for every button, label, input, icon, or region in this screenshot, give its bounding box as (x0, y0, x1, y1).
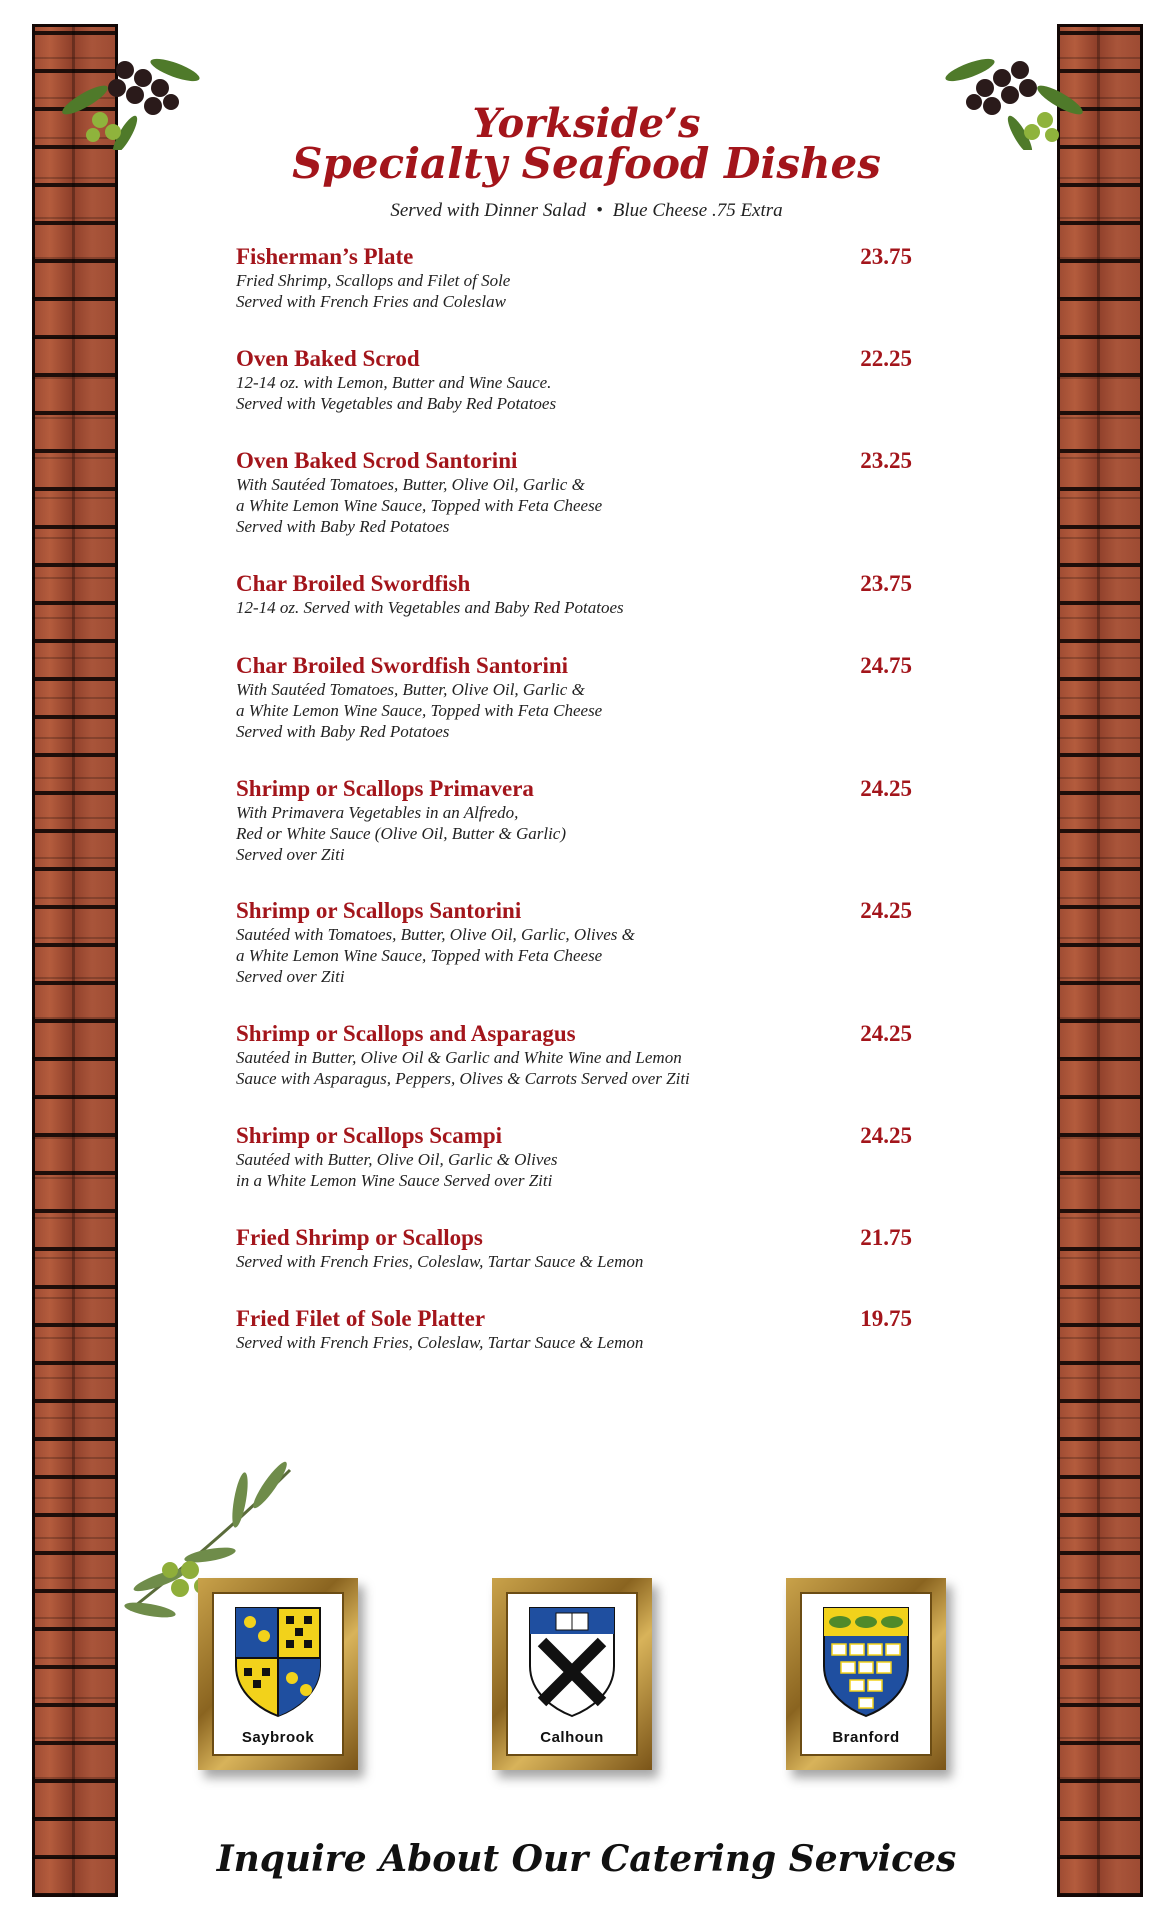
item-price: 23.25 (860, 448, 912, 473)
item-name: Fried Shrimp or Scallops (236, 1225, 483, 1250)
item-description: 12-14 oz. with Lemon, Butter and Wine Sauce. Served with Vegetables and Baby Red Potatoes (236, 373, 557, 413)
item-price: 24.25 (860, 898, 912, 923)
item-description: With Sautéed Tomatoes, Butter, Olive Oil, Garlic & a White Lemon Wine Sauce, Topped with Feta Cheese Served with Baby Red Potatoes (236, 475, 603, 536)
item-description: Served with French Fries, Coleslaw, Tartar Sauce & Lemon (236, 1333, 644, 1352)
brick-wall-right (1057, 24, 1143, 1897)
menu-title (200, 100, 973, 188)
item-name: Oven Baked Scrod Santorini (236, 448, 518, 473)
branford-crest-icon (822, 1606, 910, 1718)
crest-frame-branford (786, 1578, 946, 1770)
item-description: Fried Shrimp, Scallops and Filet of Sole Served with French Fries and Coleslaw (236, 271, 511, 311)
item-description: With Primavera Vegetables in an Alfredo, Red or White Sauce (Olive Oil, Butter & Garlic) Served over Ziti (236, 803, 566, 864)
item-price: 24.25 (860, 1123, 912, 1148)
item-name: Shrimp or Scallops Santorini (236, 898, 522, 923)
item-price: 24.75 (860, 653, 912, 678)
item-description: Sautéed with Butter, Olive Oil, Garlic & Olives in a White Lemon Wine Sauce Served over Ziti (236, 1150, 558, 1190)
menu-item (236, 653, 916, 742)
item-description: 12-14 oz. Served with Vegetables and Baby Red Potatoes (236, 598, 624, 617)
menu-item (236, 346, 916, 414)
item-name: Fisherman’s Plate (236, 244, 414, 269)
crest-label: Branford (832, 1729, 900, 1746)
item-description: Sautéed in Butter, Olive Oil & Garlic and White Wine and Lemon Sauce with Asparagus, Peppers, Olives & Carrots Served over Ziti (236, 1048, 690, 1088)
menu-item (236, 1225, 916, 1272)
item-price: 24.25 (860, 1021, 912, 1046)
item-name: Shrimp or Scallops Primavera (236, 776, 534, 801)
menu-subtitle (200, 200, 973, 222)
olive-branch-icon (55, 40, 215, 150)
title-line-1: Yorkside’s (472, 100, 701, 147)
menu-item (236, 1021, 916, 1089)
item-price: 23.75 (860, 571, 912, 596)
crest-label: Saybrook (241, 1729, 315, 1746)
item-name: Char Broiled Swordfish (236, 571, 471, 596)
subtitle-left: Served with Dinner Salad (390, 200, 587, 221)
title-line-2: Specialty Seafood Dishes (292, 139, 881, 188)
subtitle-right: Blue Cheese .75 Extra (612, 200, 783, 221)
menu-item (236, 776, 916, 865)
item-description: Sautéed with Tomatoes, Butter, Olive Oil, Garlic, Olives & a White Lemon Wine Sauce, Topped with Feta Cheese Served over Ziti (236, 925, 635, 986)
menu-item (236, 571, 916, 618)
catering-footer: Inquire About Our Catering Services (216, 1838, 957, 1880)
item-name: Fried Filet of Sole Platter (236, 1306, 486, 1331)
brick-wall-left (32, 24, 118, 1897)
item-description: With Sautéed Tomatoes, Butter, Olive Oil, Garlic & a White Lemon Wine Sauce, Topped with Feta Cheese Served with Baby Red Potatoes (236, 680, 603, 741)
item-price: 22.25 (860, 346, 912, 371)
menu-item (236, 1123, 916, 1191)
item-name: Shrimp or Scallops and Asparagus (236, 1021, 576, 1046)
menu-item (236, 244, 916, 312)
crest-frame-calhoun (492, 1578, 652, 1770)
menu-item (236, 448, 916, 537)
crest-frame-saybrook (198, 1578, 358, 1770)
calhoun-crest-icon (528, 1606, 616, 1718)
saybrook-crest-icon (234, 1606, 322, 1718)
item-name: Shrimp or Scallops Scampi (236, 1123, 503, 1148)
item-price: 19.75 (860, 1306, 912, 1331)
item-price: 21.75 (860, 1225, 912, 1250)
item-price: 23.75 (860, 244, 912, 269)
item-name: Char Broiled Swordfish Santorini (236, 653, 569, 678)
item-description: Served with French Fries, Coleslaw, Tartar Sauce & Lemon (236, 1252, 644, 1271)
subtitle-separator: • (596, 200, 603, 221)
item-price: 24.25 (860, 776, 912, 801)
crest-label: Calhoun (540, 1729, 604, 1746)
menu-item (236, 898, 916, 987)
menu-item (236, 1306, 916, 1353)
item-name: Oven Baked Scrod (236, 346, 420, 371)
